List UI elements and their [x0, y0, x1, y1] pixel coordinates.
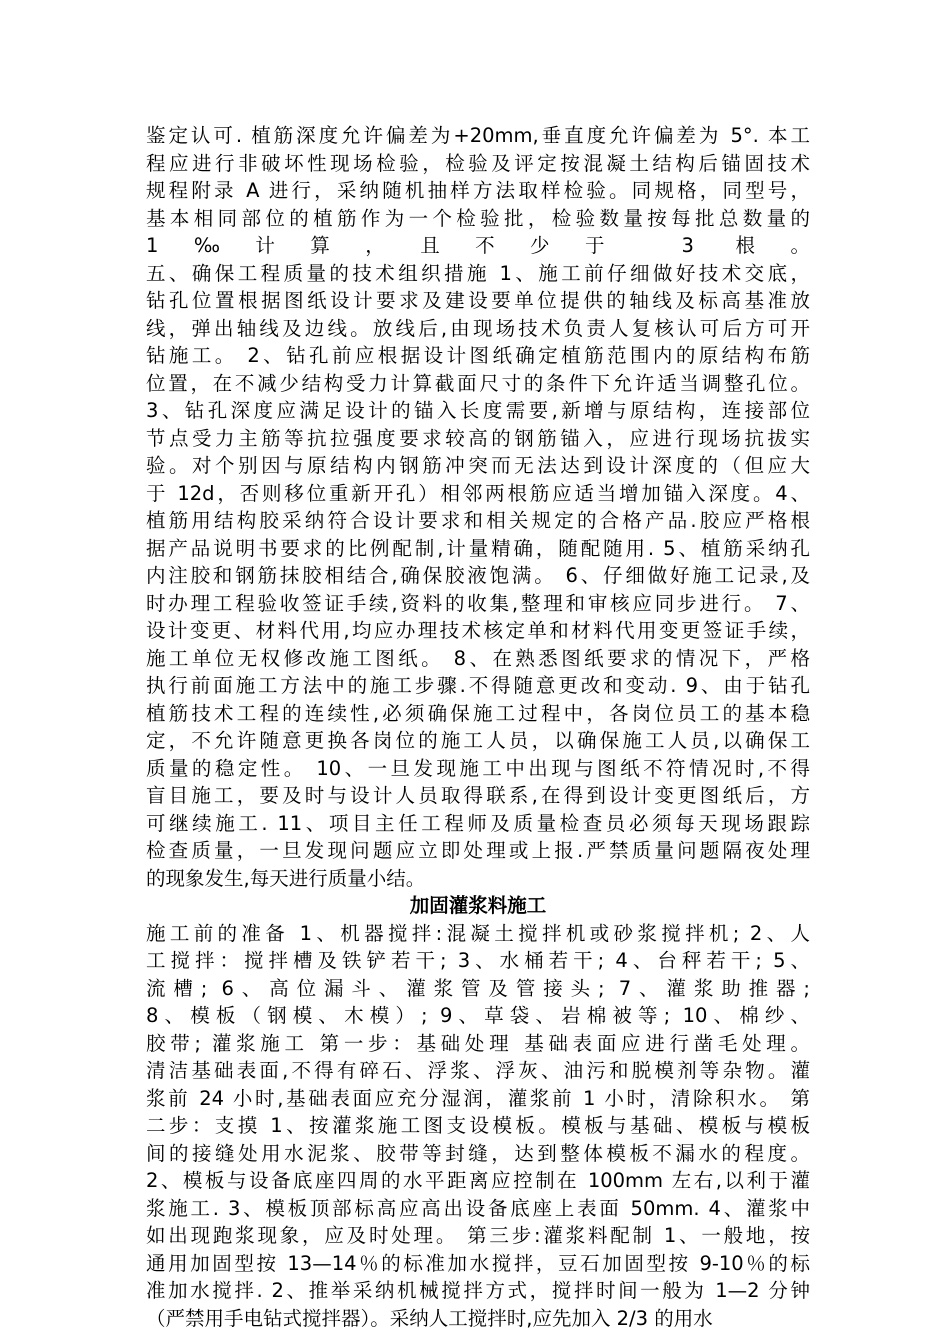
text-line: 质量的稳定性。 10、一旦发现施工中出现与图纸不符情况时,不得	[146, 756, 810, 780]
text-line: 据产品说明书要求的比例配制,计量精确，随配随用. 5、植筋采纳孔	[146, 536, 810, 560]
text-line: 工搅拌：搅拌槽及铁铲若干; 3、水桶若干; 4、台秤若干; 5、	[146, 949, 810, 972]
text-line: 胶带; 灌浆施工 第一步：基础处理 基础表面应进行凿毛处理。	[146, 1031, 810, 1055]
text-line: 3、钻孔深度应满足设计的锚入长度需要,新增与原结构，连接部位	[146, 399, 810, 422]
text-line: 设计变更、材料代用,均应办理技术核定单和材料代用变更签证手续，	[146, 619, 810, 642]
text-line: 钻施工。 2、钻孔前应根据设计图纸确定植筋范围内的原结构布筋	[146, 344, 810, 367]
document-page	[146, 122, 810, 1332]
text-line: 如出现跑浆现象，应及时处理。 第三步:灌浆料配制 1、一般地，按	[146, 1224, 810, 1247]
text-line: 施工单位无权修改施工图纸。 8、在熟悉图纸要求的情况下，严格	[146, 646, 810, 670]
text-line: 浆施工. 3、模板顶部标高应高出设备底座上表面 50mm. 4、灌浆中	[146, 1196, 810, 1220]
text-line: 定，不允许随意更换各岗位的施工人员，以确保施工人员,以确保工	[146, 729, 810, 752]
text-line: 1‰计算，且不少于 3 根。	[146, 234, 810, 257]
text-line: 内注胶和钢筋抹胶相结合,确保胶液饱满。 6、仔细做好施工记录,及	[146, 564, 810, 587]
text-line: 准加水搅拌. 2、推举采纳机械搅拌方式，搅拌时间一般为 1—2 分钟	[146, 1279, 810, 1302]
text-line: 二步：支摸 1、按灌浆施工图支设模板。模板与基础、模板与模板	[146, 1114, 810, 1137]
text-line: （严禁用手电钻式搅拌器）。采纳人工搅拌时,应先加入 2/3 的用水	[146, 1306, 713, 1330]
text-line: 时办理工程验收签证手续,资料的收集,整理和审核应同步进行。 7、	[146, 591, 810, 615]
text-line: 位置，在不减少结构受力计算截面尺寸的条件下允许适当调整孔位。	[146, 371, 810, 395]
text-line: 鉴定认可. 植筋深度允许偏差为+20mm,垂直度允许偏差为 5°. 本工	[146, 124, 810, 147]
text-line: 节点受力主筋等抗拉强度要求较高的钢筋锚入，应进行现场抗拔实	[146, 426, 810, 450]
text-line: 浆前 24 小时,基础表面应充分湿润，灌浆前 1 小时，清除积水。 第	[146, 1086, 810, 1110]
section-quality-measures	[146, 122, 810, 892]
text-line: 基本相同部位的植筋作为一个检验批，检验数量按每批总数量的	[146, 206, 810, 230]
text-line: 植筋用结构胶采纳符合设计要求和相关规定的合格产品.胶应严格根	[146, 509, 810, 532]
text-line: 的现象发生,每天进行质量小结。	[146, 866, 426, 890]
text-line: 流槽; 6、高位漏斗、灌浆管及管接头; 7、灌浆助推器;	[146, 976, 810, 1000]
text-line: 检查质量，一旦发现问题应立即处理或上报.严禁质量问题隔夜处理	[146, 839, 810, 862]
text-line: 线，弹出轴线及边线。放线后,由现场技术负责人复核认可后方可开	[146, 316, 810, 340]
text-line: 规程附录 A 进行，采纳随机抽样方法取样检验。同规格，同型号，	[146, 179, 810, 202]
text-line: 8、模板（钢模、木模）; 9、草袋、岩棉被等; 10、棉纱、	[146, 1004, 810, 1027]
text-line: 五、确保工程质量的技术组织措施 1、施工前仔细做好技术交底，	[146, 261, 810, 285]
text-line: 执行前面施工方法中的施工步骤.不得随意更改和变动. 9、由于钻孔	[146, 674, 810, 697]
section-heading: 加固灌浆料施工	[409, 894, 547, 917]
text-line: 盲目施工，要及时与设计人员取得联系,在得到设计变更图纸后，方	[146, 784, 810, 807]
text-line: 间的接缝处用水泥浆、胶带等封缝，达到整体模板不漏水的程度。	[146, 1141, 810, 1165]
text-line: 于 12d，否则移位重新开孔）相邻两根筋应适当增加锚入深度。4、	[146, 481, 810, 505]
text-line: 清洁基础表面,不得有碎石、浮浆、浮灰、油污和脱模剂等杂物。灌	[146, 1059, 810, 1082]
text-line: 2、模板与设备底座四周的水平距离应控制在 100mm 左右,以利于灌	[146, 1169, 810, 1192]
text-line: 通用加固型按 13—14％的标准加水搅拌，豆石加固型按 9-10％的标	[146, 1251, 810, 1275]
text-line: 验。对个别因与原结构内钢筋冲突而无法达到设计深度的（但应大	[146, 454, 810, 477]
section-grouting-construction	[146, 920, 810, 1333]
text-line: 施工前的准备 1、机器搅拌:混凝土搅拌机或砂浆搅拌机; 2、人	[146, 921, 810, 945]
text-line: 钻孔位置根据图纸设计要求及建设要单位提供的轴线及标高基准放	[146, 289, 810, 312]
text-line: 程应进行非破坏性现场检验，检验及评定按混凝土结构后锚固技术	[146, 151, 810, 175]
text-line: 可继续施工. 11、项目主任工程师及质量检查员必须每天现场跟踪	[146, 811, 810, 835]
text-line: 植筋技术工程的连续性,必须确保施工过程中，各岗位员工的基本稳	[146, 701, 810, 725]
